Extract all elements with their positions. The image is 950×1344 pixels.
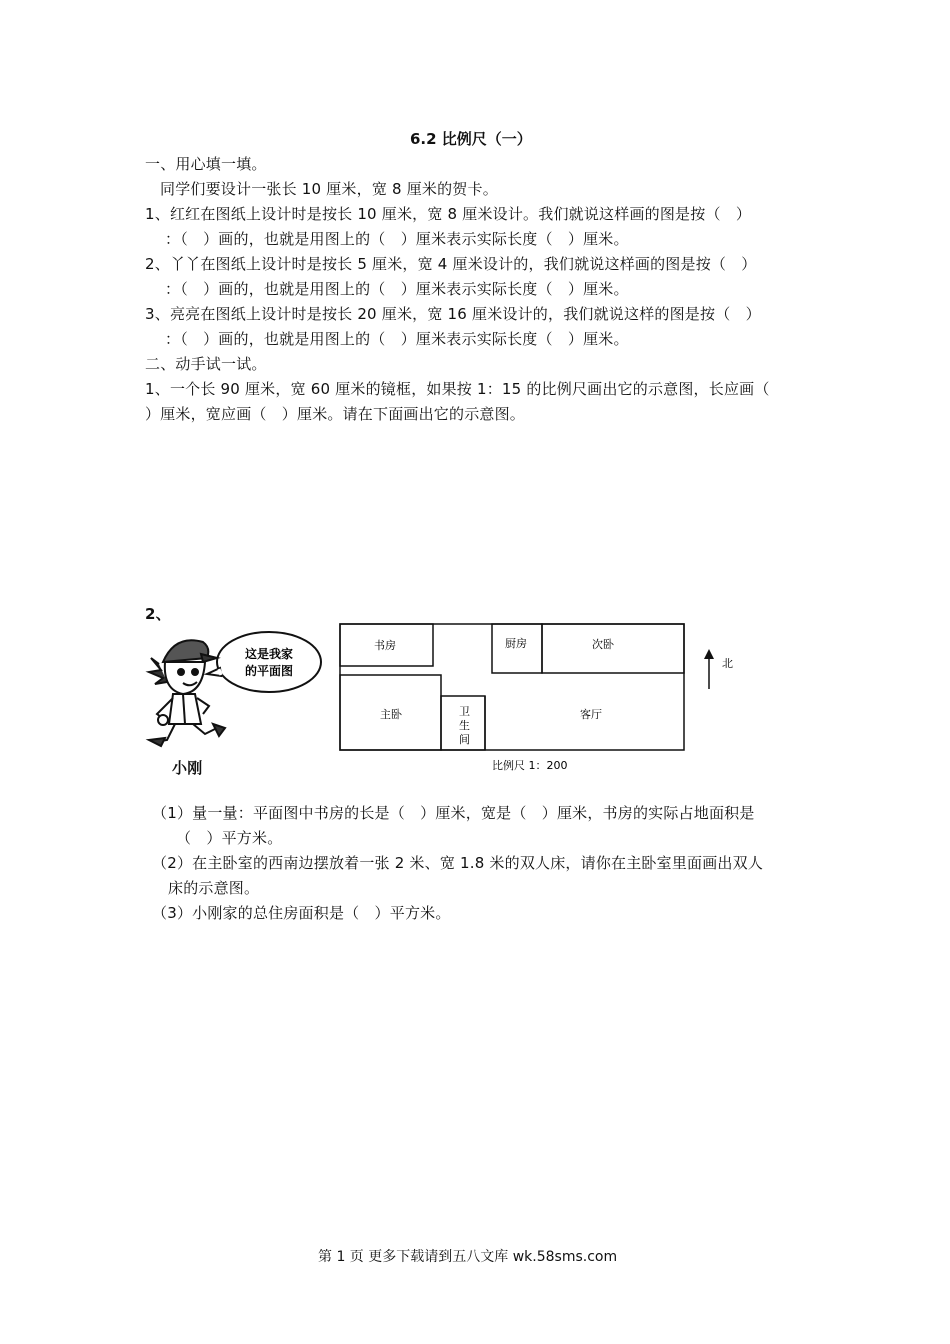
section2-heading: 二、动手试一试。	[145, 355, 267, 373]
s1-q3-line2: ：（ ）画的，也就是用图上的（ ）厘米表示实际长度（ ）厘米。	[165, 330, 629, 348]
s1-q2-line2: ：（ ）画的，也就是用图上的（ ）厘米表示实际长度（ ）厘米。	[165, 280, 629, 298]
speech-line2: 的平面图	[245, 664, 294, 678]
bathroom-label-2: 生	[459, 719, 470, 732]
sub3-line: （3）小刚家的总住房面积是（ ）平方米。	[152, 904, 451, 922]
section1-heading: 一、用心填一填。	[145, 155, 267, 173]
s2-q1-line1: 1、一个长 90 厘米，宽 60 厘米的镜框，如果按 1：15 的比例尺画出它的示意图，长应画（	[145, 380, 770, 398]
s2-q1-line2: ）厘米，宽应画（ ）厘米。请在下面画出它的示意图。	[145, 405, 526, 423]
s1-q2-line1: 2、丫丫在图纸上设计时是按长 5 厘米，宽 4 厘米设计的，我们就说这样画的图是按（ ）	[145, 255, 757, 273]
sub2-line2: 床的示意图。	[168, 879, 260, 897]
s1-q1-line2: ：（ ）画的，也就是用图上的（ ）厘米表示实际长度（ ）厘米。	[165, 230, 629, 248]
bathroom-label-1: 卫	[459, 705, 470, 718]
floor-plan	[330, 615, 760, 775]
kitchen-label: 厨房	[505, 637, 527, 650]
sub1-line2: （ ）平方米。	[176, 829, 283, 847]
speech-bubble	[207, 632, 321, 692]
character-illustration	[145, 628, 345, 778]
s2-q2-label: 2、	[145, 605, 171, 623]
second-bedroom-label: 次卧	[592, 638, 614, 651]
page-title: 6.2 比例尺（一）	[410, 130, 532, 148]
sub1-line1: （1）量一量：平面图中书房的长是（ ）厘米，宽是（ ）厘米，书房的实际占地面积是	[152, 804, 755, 822]
living-room-label: 客厅	[580, 708, 602, 721]
scale-label: 比例尺 1：200	[492, 759, 568, 772]
s1-q3-line1: 3、亮亮在图纸上设计时是按长 20 厘米，宽 16 厘米设计的，我们就说这样的图是按（ ）	[145, 305, 761, 323]
s1-q1-line1: 1、红红在图纸上设计时是按长 10 厘米，宽 8 厘米设计。我们就说这样画的图是按（ ）	[145, 205, 752, 223]
page-footer: 第 1 页 更多下载请到五八文库 wk.58sms.com	[318, 1249, 618, 1265]
boy-figure	[149, 640, 225, 746]
bathroom-label-3: 间	[459, 733, 470, 746]
section1-intro: 同学们要设计一张长 10 厘米，宽 8 厘米的贺卡。	[160, 180, 498, 198]
character-name: 小刚	[172, 759, 203, 777]
speech-line1: 这是我家	[245, 647, 294, 661]
study-label: 书房	[374, 639, 396, 652]
north-arrow-icon	[704, 649, 714, 689]
master-bedroom-label: 主卧	[380, 708, 402, 721]
sub2-line1: （2）在主卧室的西南边摆放着一张 2 米、宽 1.8 米的双人床，请你在主卧室里面画出双人	[152, 854, 764, 872]
north-label: 北	[722, 657, 733, 670]
